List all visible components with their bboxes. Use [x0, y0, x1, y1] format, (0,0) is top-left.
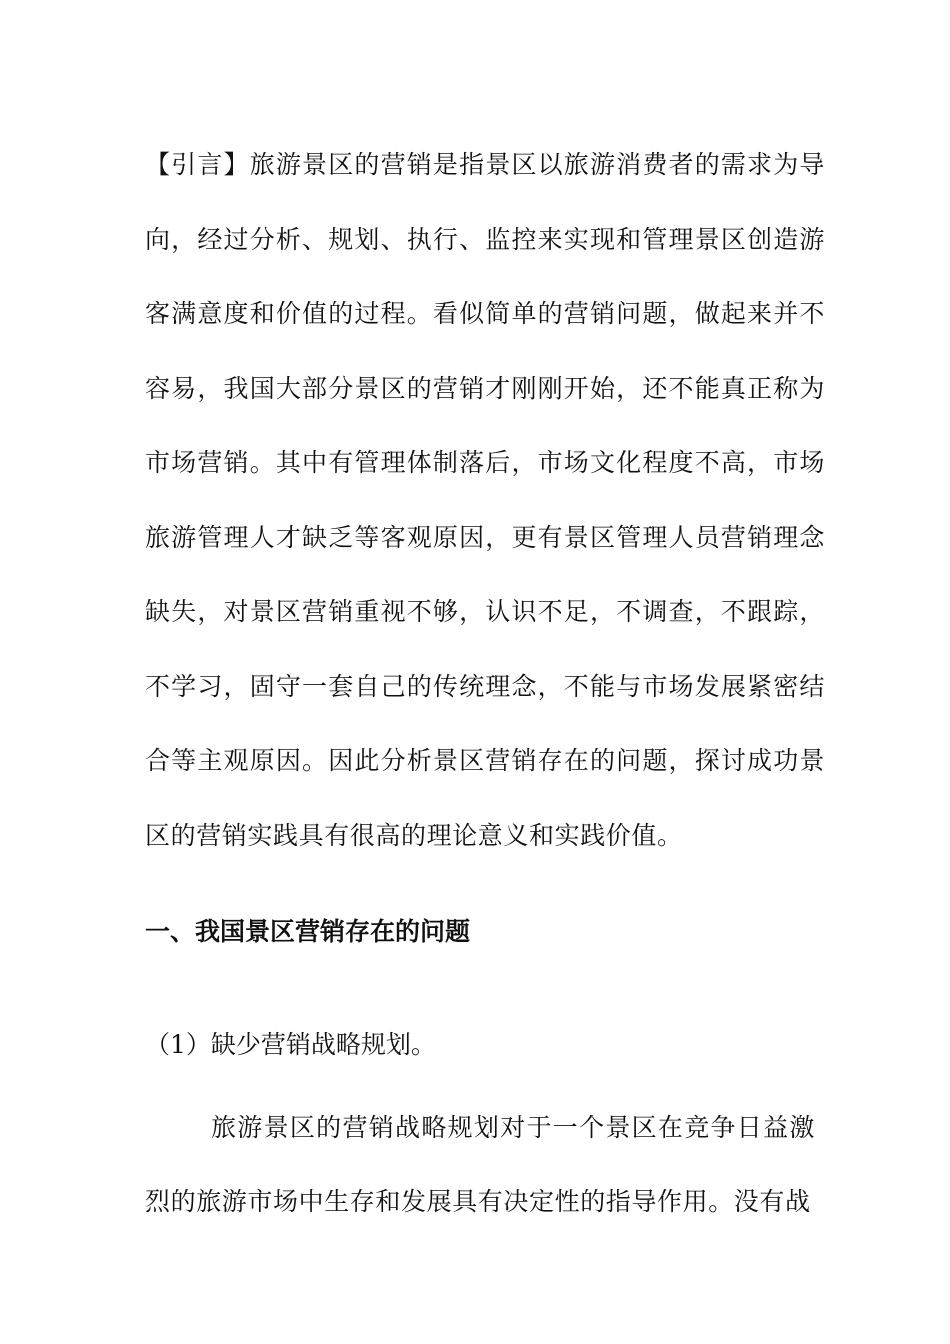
subsection-heading: （1）缺少营销战略规划。 — [145, 1030, 436, 1059]
intro-paragraph: 【引言】旅游景区的营销是指景区以旅游消费者的需求为导向，经过分析、规划、执行、监控来实现和管理景区创造游客满意度和价值的过程。看似简单的营销问题，做起来并不容易，我国大部分景区的营销才刚刚开始，还不能真正称为市场营销。其中有管理体制落后，市场文化程度不高，市场旅游管理人才缺乏等客观原因，更有景区管理人员营销理念缺失，对景区营销重视不够，认识不足，不调查，不跟踪，不学习，固守一套自己的传统理念，不能与市场发展紧密结合等主观原因。因此分析景区营销存在的问题，探讨成功景区的营销实践具有很高的理论意义和实践价值。 — [145, 150, 825, 850]
body-paragraph: 旅游景区的营销战略规划对于一个景区在竞争日益激烈的旅游市场中生存和发展具有决定性的指导作用。没有战 — [145, 1113, 815, 1216]
section-heading: 一、我国景区营销存在的问题 — [145, 917, 471, 946]
